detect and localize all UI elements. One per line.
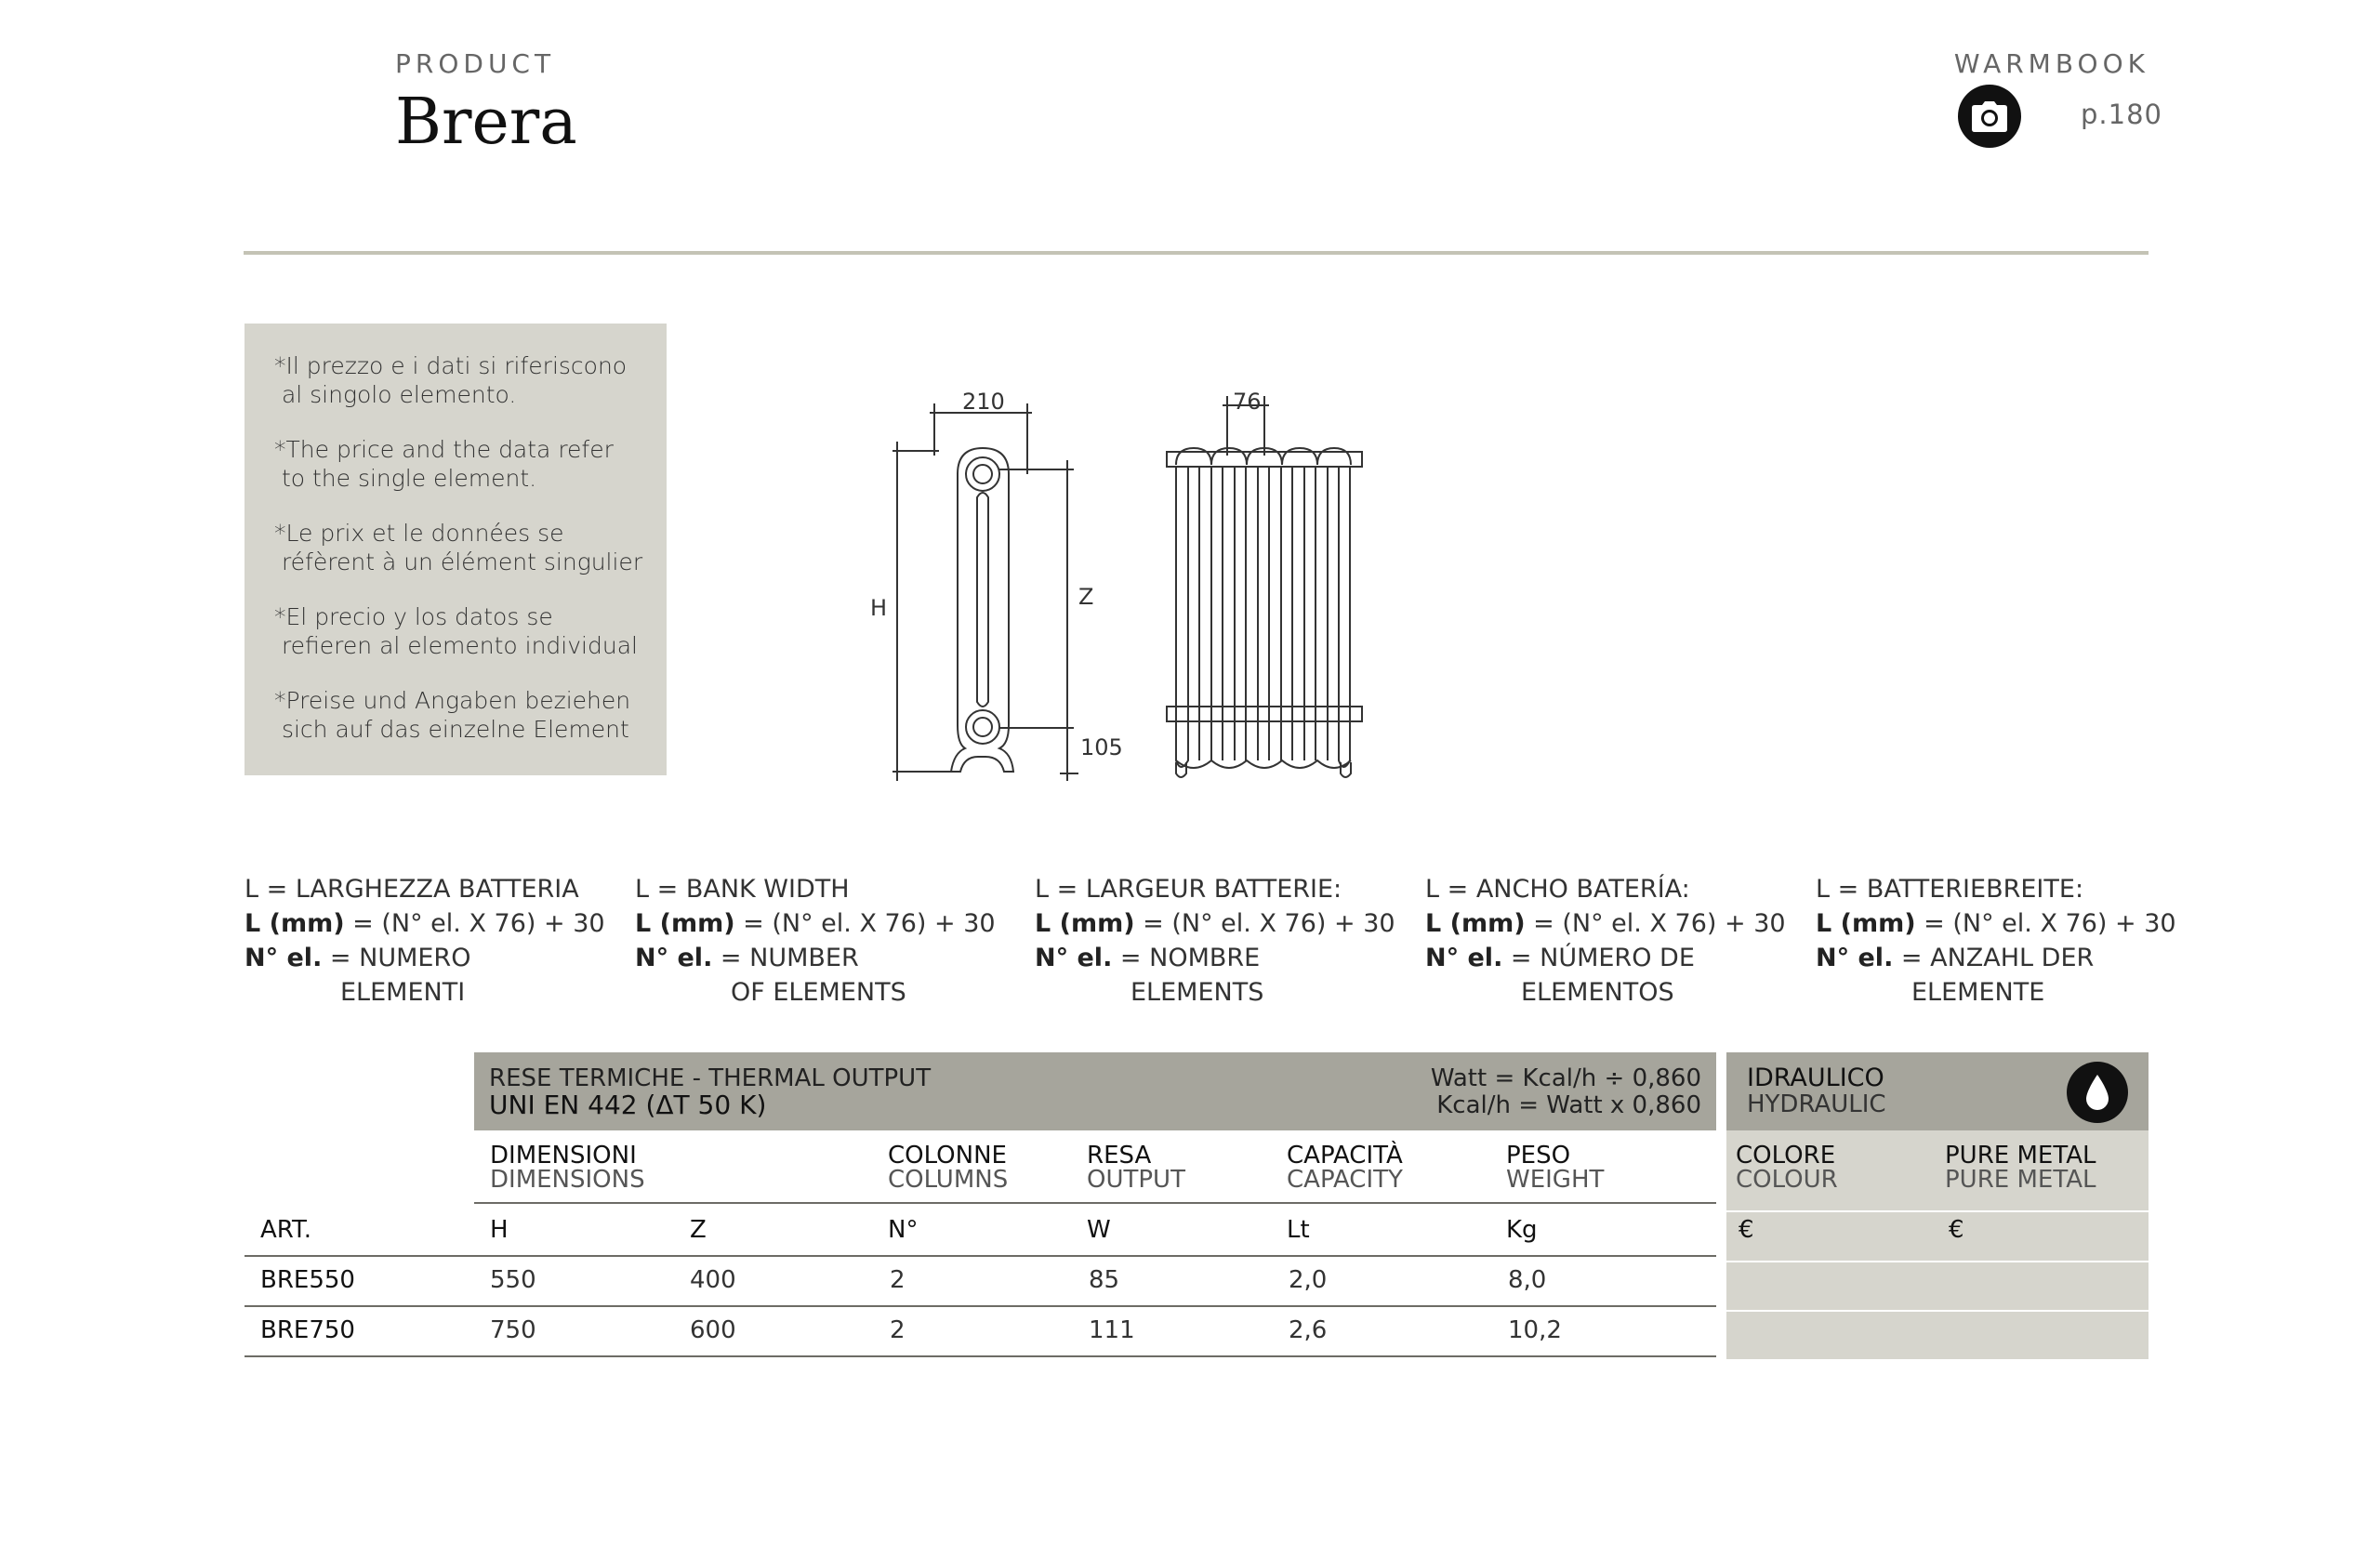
colhead-dimensions: DIMENSIONI DIMENSIONS: [490, 1142, 645, 1194]
table-row-art: BRE750: [260, 1316, 355, 1344]
unit-h: H: [490, 1216, 509, 1244]
dimension-height: H: [870, 595, 888, 621]
note-en: *The price and the data refer to the single element.: [274, 436, 614, 492]
dimension-z: Z: [1078, 584, 1094, 610]
price-note-box: [245, 324, 667, 775]
table-divider: [474, 1202, 1716, 1204]
table-row-n: 2: [890, 1316, 906, 1344]
thermal-output-header: RESE TERMICHE - THERMAL OUTPUT UNI EN 442 (ΔT 50 K) Watt = Kcal/h ÷ 0,860 Kcal/h = Watt x 0,860: [474, 1052, 1716, 1130]
table-row-w: 111: [1089, 1316, 1135, 1344]
formula-it: L = LARGHEZZA BATTERIA L (mm) = (N° el. X 76) + 30 N° el. = NUMERO ELEMENTI: [245, 875, 605, 1007]
water-drop-icon: [2067, 1062, 2128, 1123]
dimension-element: 76: [1233, 389, 1262, 415]
table-row-kg: 10,2: [1508, 1316, 1562, 1344]
colhead-finish: PURE METAL PURE METAL: [1945, 1142, 2096, 1194]
unit-w: W: [1087, 1216, 1111, 1244]
hydraulic-header: IDRAULICO HYDRAULIC: [1726, 1052, 2149, 1130]
hydraulic-row-bg: [1726, 1312, 2149, 1359]
conversion-note: Watt = Kcal/h ÷ 0,860 Kcal/h = Watt x 0,860: [1430, 1064, 1701, 1119]
hydraulic-unit-bg: [1726, 1212, 2149, 1261]
dimension-width: 210: [962, 389, 1005, 415]
note-it: *Il prezzo e i dati si riferiscono al singolo elemento.: [274, 352, 628, 408]
unit-lt: Lt: [1287, 1216, 1310, 1244]
formula-en: L = BANK WIDTH L (mm) = (N° el. X 76) + 30 N° el. = NUMBER OF ELEMENTS: [635, 875, 996, 1007]
header-divider: [244, 251, 2149, 255]
catalog-name: WARMBOOK: [1953, 48, 2149, 79]
colhead-output: RESA OUTPUT: [1087, 1142, 1185, 1194]
table-row-w: 85: [1089, 1266, 1120, 1294]
table-divider: [245, 1355, 1716, 1357]
table-row-art: BRE550: [260, 1266, 355, 1294]
note-de: *Preise und Angaben beziehen sich auf das einzelne Element: [274, 687, 631, 743]
unit-euro-colour: €: [1739, 1216, 1754, 1244]
product-title: Brera: [395, 86, 577, 159]
table-row-z: 600: [690, 1316, 736, 1344]
formula-es: L = ANCHO BATERÍA: L (mm) = (N° el. X 76) + 30 N° el. = NÚMERO DE ELEMENTOS: [1425, 875, 1786, 1007]
table-divider: [245, 1305, 1716, 1307]
colhead-columns: COLONNE COLUMNS: [888, 1142, 1009, 1194]
formula-de: L = BATTERIEBREITE: L (mm) = (N° el. X 76) + 30 N° el. = ANZAHL DER ELEMENTE: [1816, 875, 2176, 1007]
table-divider: [245, 1255, 1716, 1257]
formula-fr: L = LARGEUR BATTERIE: L (mm) = (N° el. X 76) + 30 N° el. = NOMBRE ELEMENTS: [1035, 875, 1395, 1007]
section-label: PRODUCT: [395, 48, 556, 79]
colhead-capacity: CAPACITÀ CAPACITY: [1287, 1142, 1403, 1194]
table-row-h: 750: [490, 1316, 536, 1344]
colhead-colour: COLORE COLOUR: [1736, 1142, 1838, 1194]
radiator-technical-drawing: [855, 372, 1450, 799]
table-row-n: 2: [890, 1266, 906, 1294]
note-fr: *Le prix et le données se réfèrent à un élément singulier: [274, 520, 643, 575]
unit-n: N°: [888, 1216, 919, 1244]
note-es: *El precio y los datos se refieren al elemento individual: [274, 603, 638, 659]
table-row-kg: 8,0: [1508, 1266, 1547, 1294]
table-row-lt: 2,0: [1289, 1266, 1328, 1294]
dimension-bottom: 105: [1080, 734, 1123, 760]
camera-icon[interactable]: [1958, 85, 2021, 148]
unit-euro-finish: €: [1949, 1216, 1964, 1244]
colhead-weight: PESO WEIGHT: [1506, 1142, 1605, 1194]
table-row-lt: 2,6: [1289, 1316, 1328, 1344]
page-reference[interactable]: p.180: [2081, 99, 2162, 130]
unit-art: ART.: [260, 1216, 312, 1244]
table-row-h: 550: [490, 1266, 536, 1294]
unit-z: Z: [690, 1216, 707, 1244]
hydraulic-row-bg: [1726, 1262, 2149, 1310]
unit-kg: Kg: [1506, 1216, 1538, 1244]
table-row-z: 400: [690, 1266, 736, 1294]
